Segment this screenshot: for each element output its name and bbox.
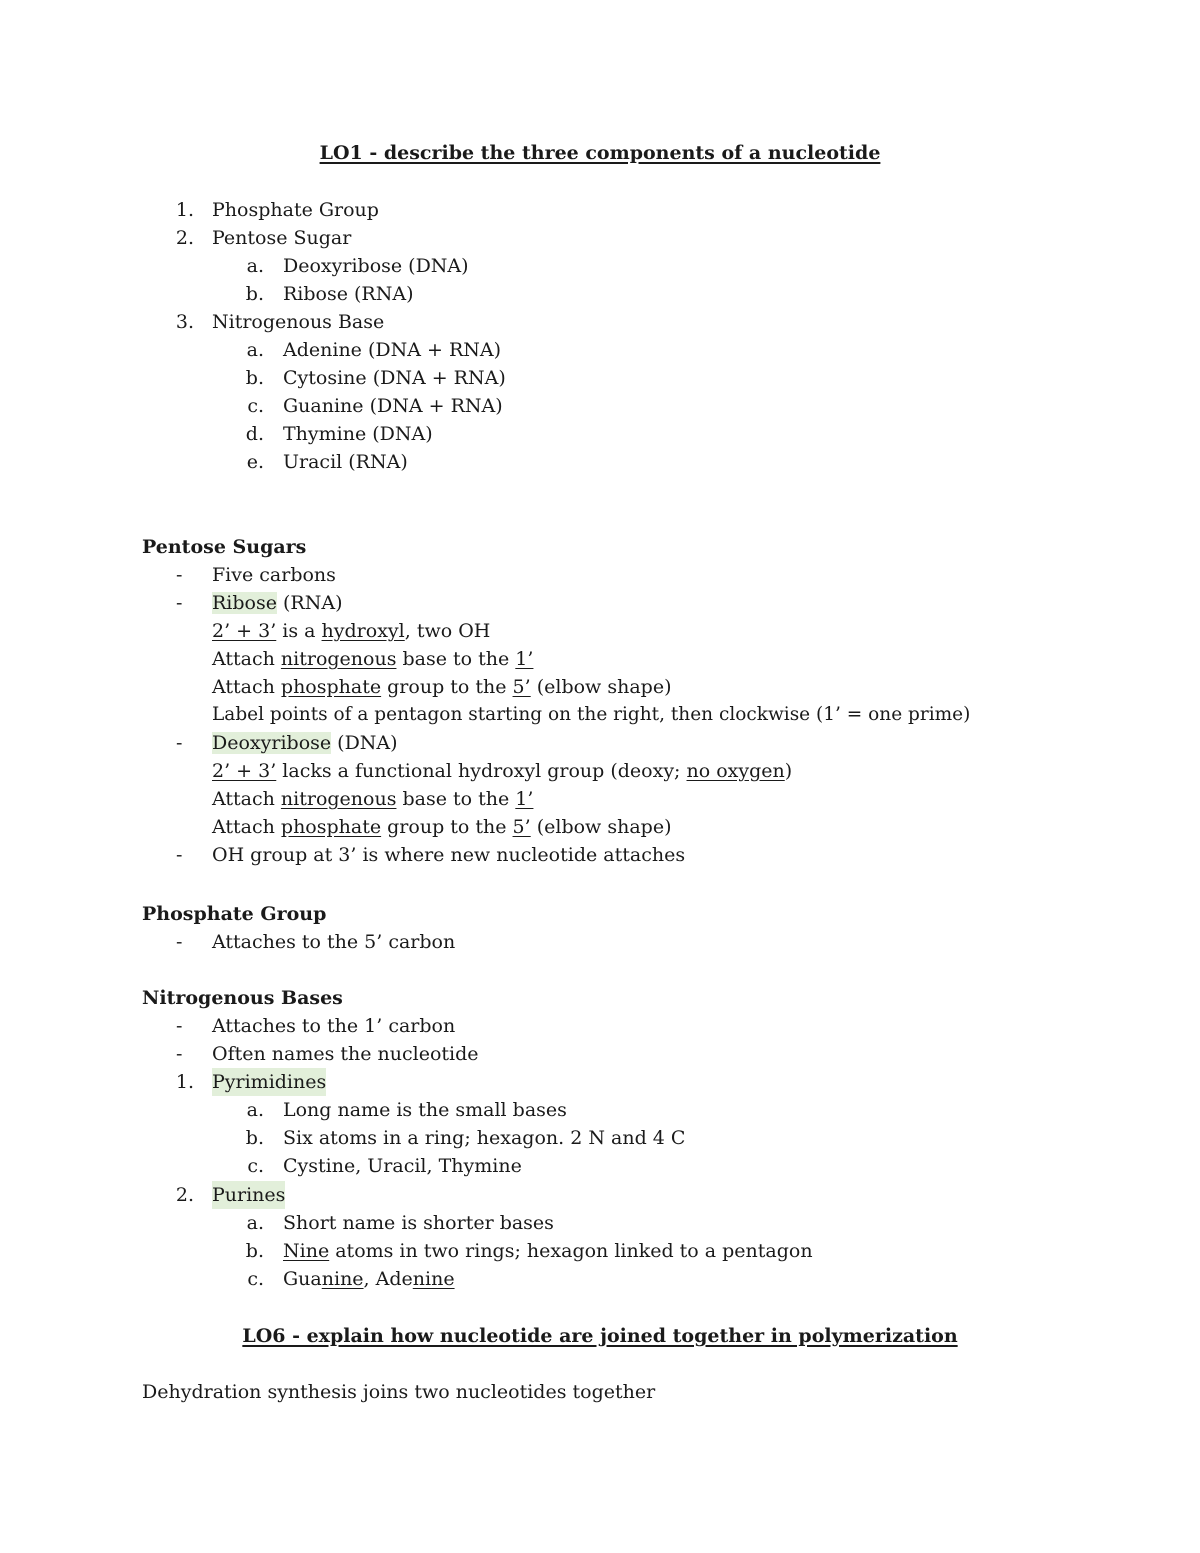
list-marker: 1. <box>175 199 194 221</box>
dash-bullet: - <box>176 732 183 754</box>
list-item <box>0 1181 1200 1209</box>
list-marker: c. <box>247 395 264 417</box>
plain-text: Attach <box>212 816 281 838</box>
list-marker: d. <box>245 423 264 445</box>
list-marker: 3. <box>175 311 194 333</box>
bullet-item <box>0 729 1200 757</box>
term-suffix: (RNA) <box>276 592 343 614</box>
sub-list-item <box>0 1209 1200 1237</box>
list-item-text: Six atoms in a ring; hexagon. 2 N and 4 C <box>283 1127 686 1149</box>
list-item <box>0 224 1200 252</box>
note-line <box>0 645 1200 673</box>
list-item-text: Pentose Sugar <box>212 227 352 249</box>
plain-text: base to the <box>396 648 516 670</box>
list-item-text: Cytosine (DNA + RNA) <box>283 367 506 389</box>
underlined-text: 5’ <box>512 816 531 838</box>
bullet-item <box>0 589 1200 617</box>
highlighted-term: Ribose <box>212 592 277 614</box>
note-text <box>212 813 672 841</box>
term-suffix: (DNA) <box>331 732 398 754</box>
plain-text: , Ade <box>363 1268 413 1290</box>
underlined-text: 5’ <box>512 676 531 698</box>
dash-bullet: - <box>176 592 183 614</box>
dash-bullet: - <box>176 564 183 586</box>
underlined-text: hydroxyl <box>321 620 405 642</box>
list-marker: b. <box>245 283 264 305</box>
highlighted-term: Purines <box>212 1181 285 1209</box>
list-item-text <box>283 1237 813 1265</box>
underlined-text: 2’ + 3’ <box>212 620 277 642</box>
plain-text: Attach <box>212 788 281 810</box>
list-marker: a. <box>246 339 264 361</box>
sub-list-item <box>0 420 1200 448</box>
underlined-text: Nine <box>283 1240 330 1262</box>
dash-bullet: - <box>176 1043 183 1065</box>
list-marker: a. <box>246 1212 264 1234</box>
list-item-text: Deoxyribose (DNA) <box>283 255 469 277</box>
list-item <box>0 308 1200 336</box>
list-item-text: Guanine (DNA + RNA) <box>283 395 503 417</box>
list-item-text: Short name is shorter bases <box>283 1212 554 1234</box>
underlined-text: 2’ + 3’ <box>212 760 277 782</box>
plain-text: ) <box>784 760 793 782</box>
list-item-text: Long name is the small bases <box>283 1099 567 1121</box>
plain-text: base to the <box>396 788 516 810</box>
bullet-text: OH group at 3’ is where new nucleotide attaches <box>212 844 686 866</box>
lo1-heading: LO1 - describe the three components of a nucleotide <box>319 142 881 164</box>
dash-bullet: - <box>176 931 183 953</box>
underlined-text: nitrogenous <box>280 648 397 670</box>
note-line <box>0 757 1200 785</box>
sub-list-item <box>0 336 1200 364</box>
plain-text: lacks a functional hydroxyl group (deoxy; <box>276 760 687 782</box>
plain-text: Gua <box>283 1268 322 1290</box>
note-text <box>212 785 533 813</box>
underlined-text: nitrogenous <box>280 788 397 810</box>
list-marker: b. <box>245 1240 264 1262</box>
note-line <box>0 813 1200 841</box>
sub-list-item <box>0 1237 1200 1265</box>
list-item <box>0 1068 1200 1096</box>
highlighted-term: Deoxyribose <box>212 732 332 754</box>
list-item-text: Adenine (DNA + RNA) <box>283 339 502 361</box>
highlighted-term: Pyrimidines <box>212 1068 326 1096</box>
sub-list-item <box>0 280 1200 308</box>
note-line <box>0 673 1200 701</box>
list-marker: 2. <box>175 1184 194 1206</box>
sub-list-item <box>0 392 1200 420</box>
list-item-text: Thymine (DNA) <box>283 423 433 445</box>
bullet-text: Often names the nucleotide <box>212 1043 479 1065</box>
dash-bullet: - <box>176 844 183 866</box>
list-marker: b. <box>245 1127 264 1149</box>
list-marker: a. <box>246 1099 264 1121</box>
underlined-text: nine <box>412 1268 455 1290</box>
sub-list-item <box>0 1096 1200 1124</box>
note-line <box>0 701 1200 729</box>
paragraph: Dehydration synthesis joins two nucleotides together <box>142 1381 656 1403</box>
list-item-text <box>283 1265 455 1293</box>
note-text <box>212 673 672 701</box>
bullet-item <box>0 928 1200 956</box>
plain-text: Attach <box>212 676 281 698</box>
note-text <box>212 757 792 785</box>
underlined-text: 1’ <box>515 648 534 670</box>
sub-list-item <box>0 1265 1200 1293</box>
plain-text: is a <box>276 620 322 642</box>
note-line <box>0 785 1200 813</box>
phosphate-group-title: Phosphate Group <box>142 903 327 925</box>
list-item-text: Uracil (RNA) <box>283 451 408 473</box>
bullet-text <box>212 729 398 757</box>
bullet-item <box>0 1012 1200 1040</box>
plain-text: (elbow shape) <box>530 816 672 838</box>
list-item-text: Phosphate Group <box>212 199 379 221</box>
list-marker: 2. <box>175 227 194 249</box>
note-text <box>212 617 490 645</box>
sub-list-item <box>0 252 1200 280</box>
plain-text: group to the <box>381 816 513 838</box>
lo6-heading: LO6 - explain how nucleotide are joined together in polymerization <box>242 1325 958 1347</box>
list-marker: e. <box>246 451 264 473</box>
plain-text: , two OH <box>404 620 491 642</box>
bullet-text: Attaches to the 5’ carbon <box>212 931 456 953</box>
list-item <box>0 196 1200 224</box>
bullet-text <box>212 589 343 617</box>
bullet-item <box>0 561 1200 589</box>
sub-list-item <box>0 364 1200 392</box>
list-marker: a. <box>246 255 264 277</box>
nitrogenous-bases-title: Nitrogenous Bases <box>142 987 343 1009</box>
note-text: Label points of a pentagon starting on the right, then clockwise (1’ = one prime) <box>212 704 971 725</box>
list-marker: b. <box>245 367 264 389</box>
sub-list-item <box>0 1124 1200 1152</box>
plain-text: group to the <box>381 676 513 698</box>
underlined-text: 1’ <box>515 788 534 810</box>
sub-list-item <box>0 448 1200 476</box>
dash-bullet: - <box>176 1015 183 1037</box>
bullet-item <box>0 1040 1200 1068</box>
bullet-text: Attaches to the 1’ carbon <box>212 1015 456 1037</box>
list-item-text: Ribose (RNA) <box>283 283 414 305</box>
bullet-item <box>0 841 1200 869</box>
underlined-text: no oxygen <box>686 760 785 782</box>
list-marker: 1. <box>175 1071 194 1093</box>
underlined-text: nine <box>321 1268 364 1290</box>
underlined-text: phosphate <box>280 816 382 838</box>
sub-list-item <box>0 1152 1200 1180</box>
underlined-text: phosphate <box>280 676 382 698</box>
list-item-text: Nitrogenous Base <box>212 311 385 333</box>
note-text <box>212 645 533 673</box>
list-marker: c. <box>247 1268 264 1290</box>
list-marker: c. <box>247 1155 264 1177</box>
plain-text: atoms in two rings; hexagon linked to a pentagon <box>329 1240 813 1262</box>
list-item-text: Cystine, Uracil, Thymine <box>283 1155 522 1177</box>
bullet-text: Five carbons <box>212 564 336 586</box>
plain-text: Attach <box>212 648 281 670</box>
note-line <box>0 617 1200 645</box>
plain-text: (elbow shape) <box>530 676 672 698</box>
pentose-sugars-title: Pentose Sugars <box>142 536 307 558</box>
